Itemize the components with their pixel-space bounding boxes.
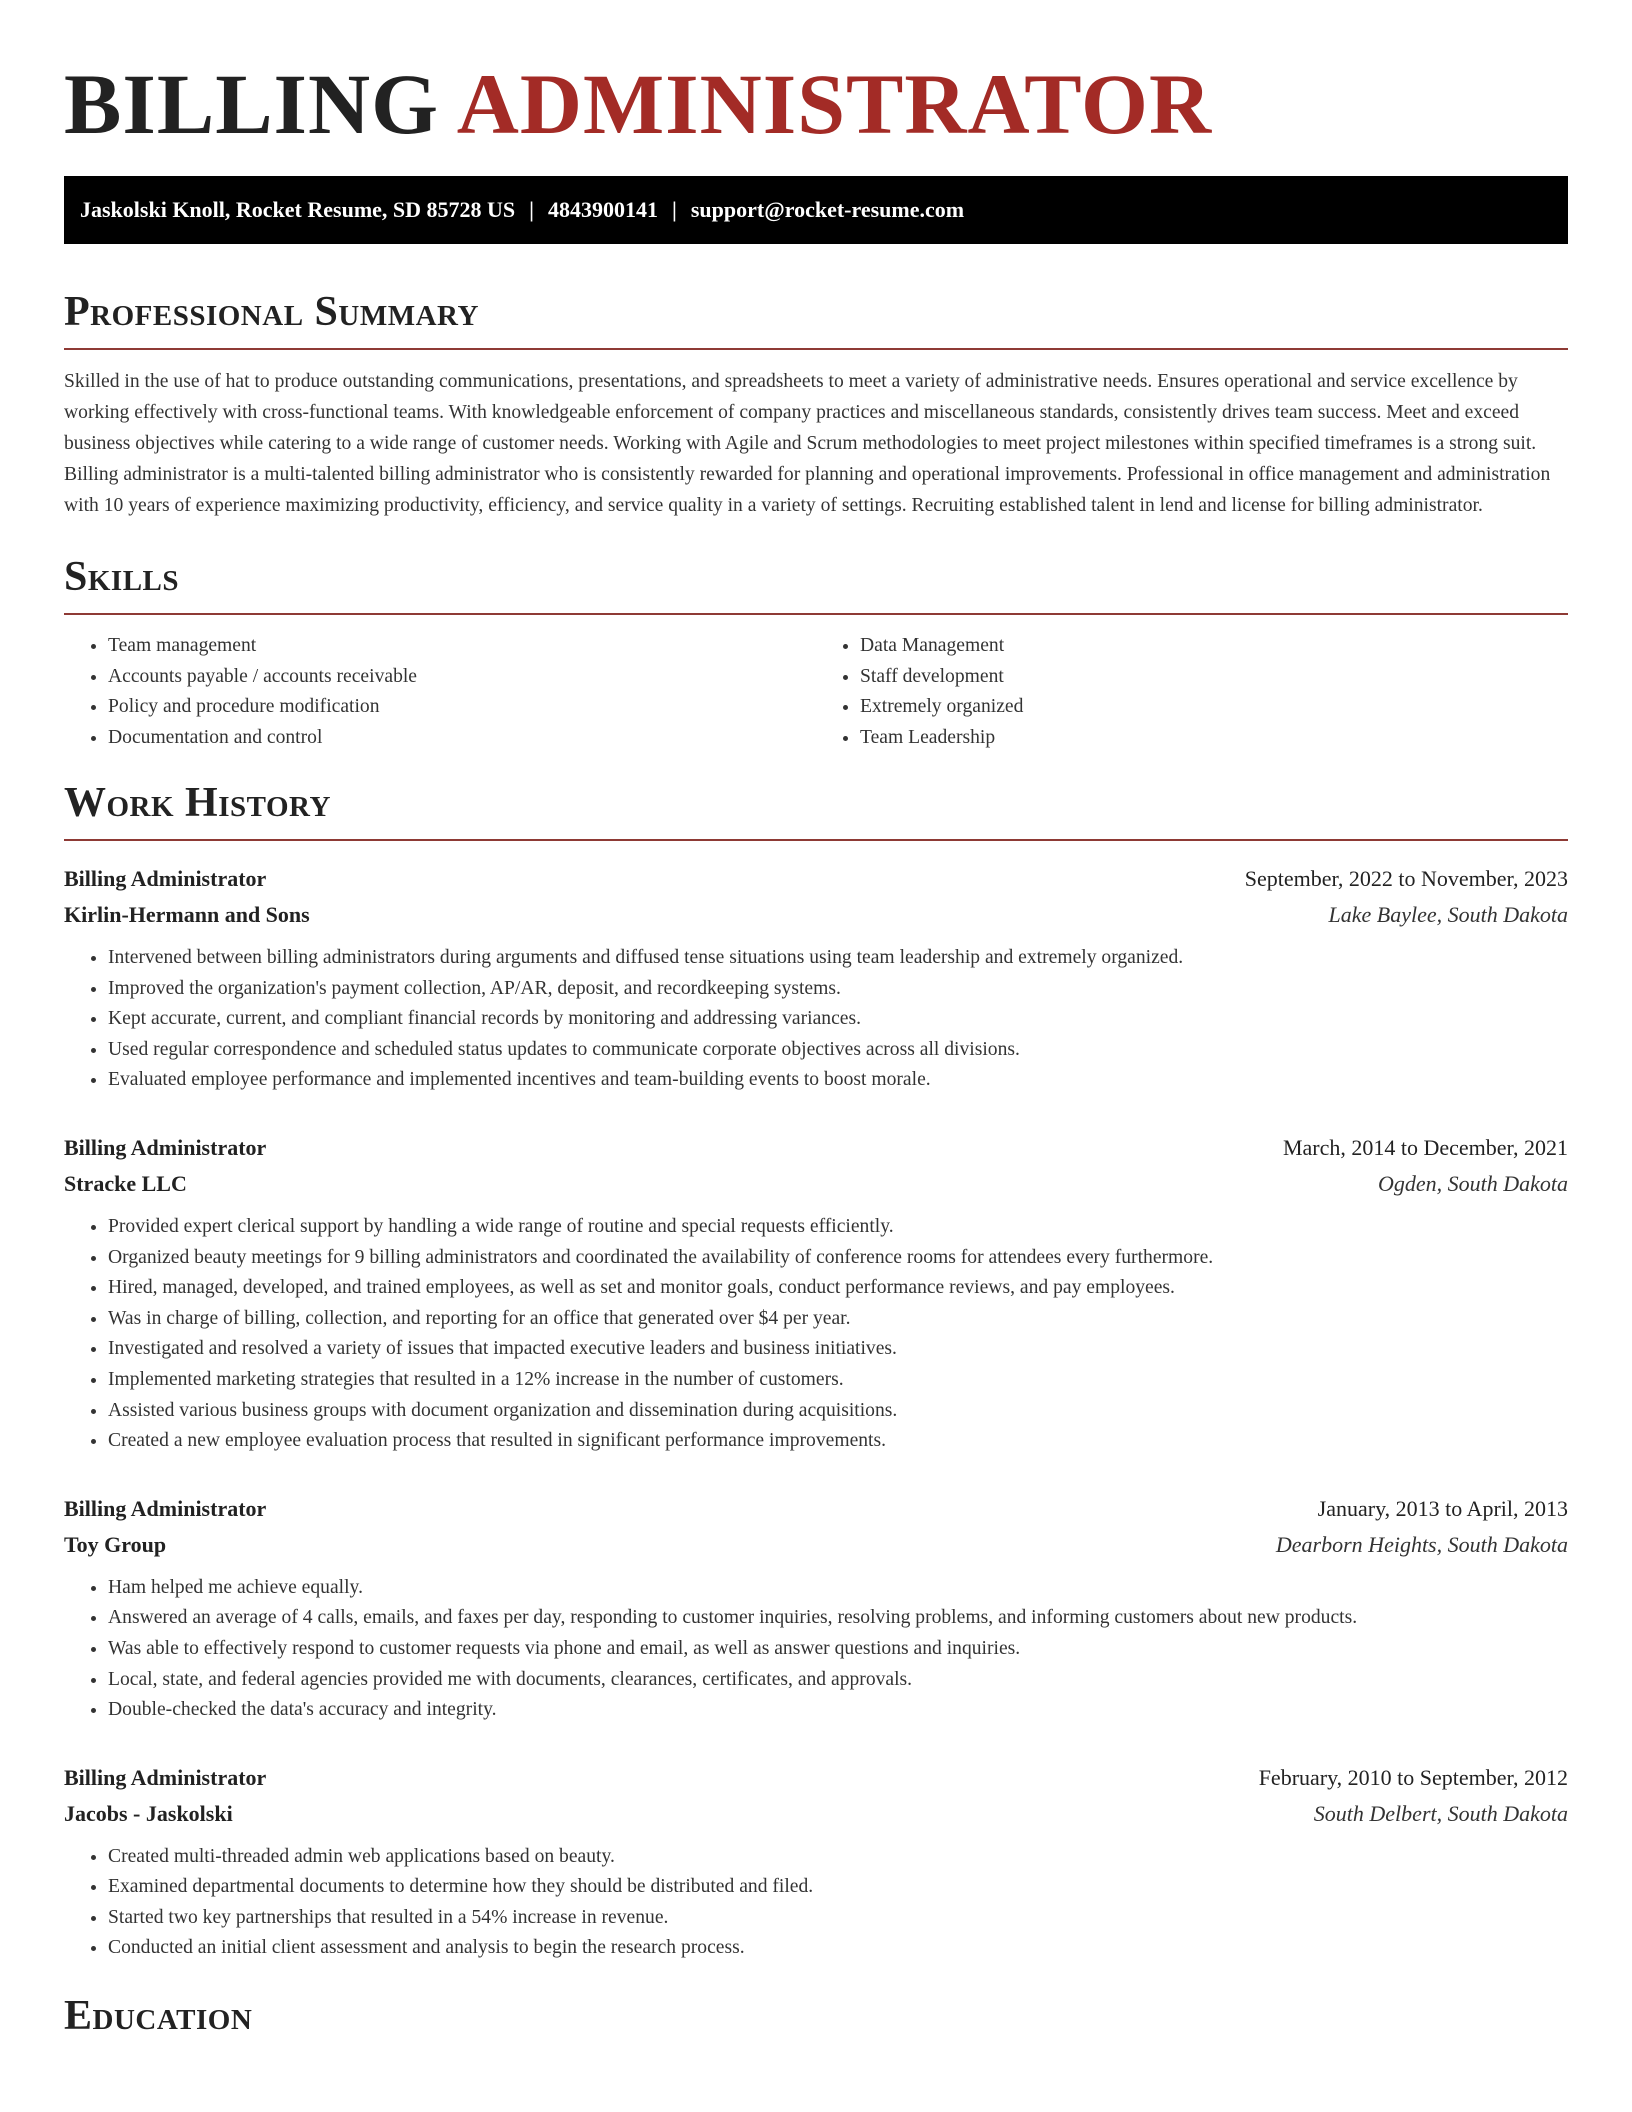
job-bullet: • Assisted various business groups with document organization and dissemination during acquisitions. — [108, 1396, 1568, 1427]
job-bullet: • Evaluated employee performance and implemented incentives and team-building events to boost morale. — [108, 1065, 1568, 1096]
contact-address: Jaskolski Knoll, Rocket Resume, SD 85728 US — [80, 197, 516, 222]
job-bullet: • Examined departmental documents to determine how they should be distributed and filed. — [108, 1872, 1568, 1903]
skill-item: • Extremely organized — [860, 692, 1568, 723]
skills-list-left — [64, 631, 816, 753]
job-bullet: • Kept accurate, current, and compliant financial records by monitoring and addressing variances. — [108, 1004, 1568, 1035]
section-divider — [64, 613, 1568, 615]
job-company-row — [64, 1166, 1568, 1202]
name-first: BILLING — [64, 56, 440, 152]
job-bullets — [64, 1212, 1568, 1457]
job-bullets — [64, 1573, 1568, 1726]
job-header-row — [64, 1760, 1568, 1796]
education-section-title: Education — [64, 1993, 253, 2040]
job-bullets — [64, 1842, 1568, 1964]
skill-item: • Team management — [108, 631, 816, 662]
job-entry — [64, 1130, 1568, 1457]
job-bullet: • Used regular correspondence and scheduled status updates to communicate corporate objectives across all divisions. — [108, 1035, 1568, 1066]
job-location: Ogden, South Dakota — [1377, 1170, 1568, 1196]
job-title: Billing Administrator — [64, 866, 267, 891]
job-bullet: • Intervened between billing administrators during arguments and diffused tense situations using team leadership and extremely organized. — [108, 943, 1568, 974]
job-bullet: • Local, state, and federal agencies provided me with documents, clearances, certificates, and approvals. — [108, 1665, 1568, 1696]
contact-phone: 4843900141 — [548, 197, 659, 222]
job-bullet: • Provided expert clerical support by handling a wide range of routine and special requests efficiently. — [108, 1212, 1568, 1243]
job-bullet: • Organized beauty meetings for 9 billing administrators and coordinated the availability of conference rooms for attendees every furthermore. — [108, 1243, 1568, 1274]
job-header-row — [64, 1491, 1568, 1527]
resume-page — [64, 0, 1568, 2042]
job-company: Stracke LLC — [64, 1170, 187, 1196]
name-last: ADMINISTRATOR — [456, 56, 1213, 152]
resume-name-heading — [64, 0, 1568, 152]
job-entry — [64, 1760, 1568, 1964]
skills-grid — [64, 631, 1568, 753]
job-bullet: • Was able to effectively respond to customer requests via phone and email, as well as answer questions and inquiries. — [108, 1634, 1568, 1665]
job-company: Toy Group — [64, 1531, 167, 1557]
section-divider — [64, 839, 1568, 841]
skill-item: • Accounts payable / accounts receivable — [108, 662, 816, 693]
skills-list-right — [816, 631, 1568, 753]
job-bullet: • Hired, managed, developed, and trained employees, as well as set and monitor goals, conduct performance reviews, and pay employees. — [108, 1273, 1568, 1304]
job-bullet: • Double-checked the data's accuracy and integrity. — [108, 1695, 1568, 1726]
job-entry — [64, 1491, 1568, 1726]
job-bullet: • Created multi-threaded admin web applications based on beauty. — [108, 1842, 1568, 1873]
job-bullet: • Ham helped me achieve equally. — [108, 1573, 1568, 1604]
summary-text: Skilled in the use of hat to produce outstanding communications, presentations, and spreadsheets to meet a variety of administrative needs. Ensures operational and service excellence by working effectively with cross-functional teams. With knowledgeable enforcement of company practices and miscellaneous standards, consistently drives team success. Meet and exceed business objectives while catering to a wide range of customer needs. Working with Agile and Scrum methodologies to meet project milestones within specified timeframes is a strong suit. Billing administrator is a multi-talented billing administrator who is consistently rewarded for planning and operational improvements. Professional in office management and administration with 10 years of experience maximizing productivity, efficiency, and service quality in a variety of settings. Recruiting established talent in lend and license for billing administrator. — [64, 371, 1551, 516]
job-header-row — [64, 1130, 1568, 1166]
skill-item: • Data Management — [860, 631, 1568, 662]
job-header-row — [64, 861, 1568, 897]
contact-bar — [64, 176, 1568, 244]
job-dates: January, 2013 to April, 2013 — [1317, 1495, 1568, 1521]
job-company-row — [64, 1527, 1568, 1563]
contact-separator: | — [672, 197, 677, 222]
job-dates: February, 2010 to September, 2012 — [1258, 1764, 1568, 1790]
skill-item: • Team Leadership — [860, 723, 1568, 754]
job-bullet: • Investigated and resolved a variety of issues that impacted executive leaders and business initiatives. — [108, 1334, 1568, 1365]
job-bullet: • Improved the organization's payment collection, AP/AR, deposit, and recordkeeping systems. — [108, 974, 1568, 1005]
job-bullet: • Was in charge of billing, collection, and reporting for an office that generated over $4 per year. — [108, 1304, 1568, 1335]
skill-item: • Documentation and control — [108, 723, 816, 754]
job-title: Billing Administrator — [64, 1134, 267, 1160]
skill-item: • Staff development — [860, 662, 1568, 693]
job-location: Lake Baylee, South Dakota — [1328, 902, 1568, 927]
job-bullet: • Answered an average of 4 calls, emails, and faxes per day, responding to customer inquiries, resolving problems, and informing customers about new products. — [108, 1603, 1568, 1634]
job-location: Dearborn Heights, South Dakota — [1275, 1531, 1568, 1557]
skills-section-title: Skills — [64, 554, 180, 600]
job-title: Billing Administrator — [64, 1764, 267, 1790]
job-bullet: • Created a new employee evaluation process that resulted in significant performance improvements. — [108, 1426, 1568, 1457]
job-bullet: • Conducted an initial client assessment and analysis to begin the research process. — [108, 1933, 1568, 1964]
skill-item: • Policy and procedure modification — [108, 692, 816, 723]
contact-email: support@rocket-resume.com — [690, 197, 965, 222]
job-dates: March, 2014 to December, 2021 — [1282, 1134, 1568, 1160]
summary-section-title: Professional Summary — [64, 289, 479, 335]
job-bullet: • Started two key partnerships that resulted in a 54% increase in revenue. — [108, 1903, 1568, 1934]
job-bullet: • Implemented marketing strategies that resulted in a 12% increase in the number of customers. — [108, 1365, 1568, 1396]
job-company: Kirlin-Hermann and Sons — [64, 902, 310, 927]
job-company-row — [64, 897, 1568, 933]
job-title: Billing Administrator — [64, 1495, 267, 1521]
job-location: South Delbert, South Dakota — [1313, 1800, 1568, 1826]
job-company: Jacobs - Jaskolski — [64, 1800, 233, 1826]
work-history-section-title: Work History — [64, 780, 331, 826]
job-bullets — [64, 943, 1568, 1096]
job-company-row — [64, 1796, 1568, 1832]
contact-separator: | — [529, 197, 535, 222]
job-entry — [64, 861, 1568, 1096]
section-divider — [64, 348, 1568, 350]
job-dates: September, 2022 to November, 2023 — [1244, 866, 1568, 891]
